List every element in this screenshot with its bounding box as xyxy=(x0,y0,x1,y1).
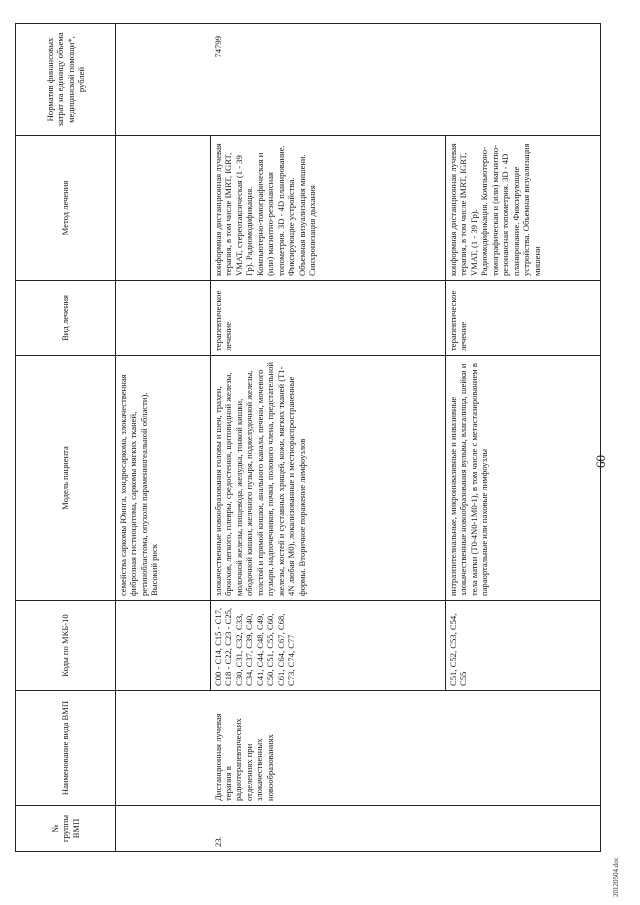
vmp-table xyxy=(15,23,601,852)
cell-cost-norm: 74799 xyxy=(211,24,446,136)
cell-group-number xyxy=(116,806,211,852)
header-treatment-method: Метод лечения xyxy=(16,136,116,281)
header-icd-codes: Коды по МКБ-10 xyxy=(16,601,116,691)
cell-cost-norm xyxy=(116,24,211,136)
document-filename: 20120504.doc xyxy=(612,857,620,897)
cell-patient-model: интраэпителиальные, микроинвазивные и инвазивные злокачественные новообразования вульвы, влагалища, шейки и тела матки (T0-4N0-1M0-1), в том числе с метастазированием в параортальные или паховые лимфоузлы xyxy=(446,356,601,601)
cell-patient-model: семейства саркомы Юинга, хондросаркома, злокачественная фиброзная гистиоцитома, саркомы мягких тканей, ретинобластома, опухоли параменингеальной области). Высокий риск xyxy=(116,356,211,601)
cell-vmp-name xyxy=(446,691,601,806)
cell-treatment-method: конформная дистанционная лучевая терапия, в том числе IMRT, IGRT, VMAT, (1 - 39 Гр). Радиомодификация. Компьютерно-томографическая и (или) магнитно-резонансная топометрия. 3D - 4D планирование. Фиксирующие устройства. Объемная визуализация мишени xyxy=(446,136,601,281)
cell-treatment-method: конформная дистанционная лучевая терапия, в том числе IMRT, IGRT, VMAT, стереотаксическая (1 - 39 Гр). Радиомодификация. Компьютерно-томографическая и (или) магнитно-резонансная топометрия. 3D - 4D планирование. Фиксирующие устройства. Объемная визуализация мишени. Синхронизация дыхания xyxy=(211,136,446,281)
table-row xyxy=(446,24,601,852)
header-group-number: № группы ВМП xyxy=(16,806,116,852)
cell-group-number xyxy=(446,806,601,852)
page-number: 60 xyxy=(593,455,608,468)
cell-icd-codes: C00 - C14, C15 - C17, C18 - C22, C23 - C25, C30, C31, C32, C33, C34, C37, C39, C40, C41, C44, C48, C49, C50, C51, C55, C60, C61, C64, C67, C68, C73, C74, C77 xyxy=(211,601,446,691)
cell-vmp-name xyxy=(116,691,211,806)
header-cost-norm: Норматив финансовых затрат на единицу объема медицинской помощи*, рублей xyxy=(16,24,116,136)
cell-patient-model: злокачественные новообразования головы и шеи, трахеи, бронхов, легкого, плевры, средостения, щитовидной железы, молочной железы, пищевода, желудка, тонкой кишки, ободочной кишки, желчного пузыря, поджелудочной железы, толстой и прямой кишки, анального канала, печени, мочевого пузыря, надпочечников, почки, полового члена, предстательной железы, костей и суставных хрящей, кожи, мягких тканей (T1-4N любая M0), локализованные и местнораспространенные формы. Вторичное поражение лимфоузлов xyxy=(211,356,446,601)
header-treatment-kind: Вид лечения xyxy=(16,281,116,356)
cell-treatment-kind xyxy=(116,281,211,356)
cell-cost-norm xyxy=(446,24,601,136)
cell-icd-codes: C51, C52, C53, C54, C55 xyxy=(446,601,601,691)
header-vmp-name: Наименование вида ВМП xyxy=(16,691,116,806)
cell-group-number: 23. xyxy=(211,806,446,852)
cell-treatment-kind: терапевтическое лечение xyxy=(211,281,446,356)
header-patient-model: Модель пациента xyxy=(16,356,116,601)
cell-treatment-method xyxy=(116,136,211,281)
cell-icd-codes xyxy=(116,601,211,691)
table-row xyxy=(116,24,211,852)
table-row xyxy=(211,24,446,852)
cell-vmp-name: Дистанционная лучевая терапия в радиотерапевтических отделениях при злокачественных новообразованиях xyxy=(211,691,446,806)
header-row xyxy=(16,24,116,852)
cell-treatment-kind: терапевтическое лечение xyxy=(446,281,601,356)
